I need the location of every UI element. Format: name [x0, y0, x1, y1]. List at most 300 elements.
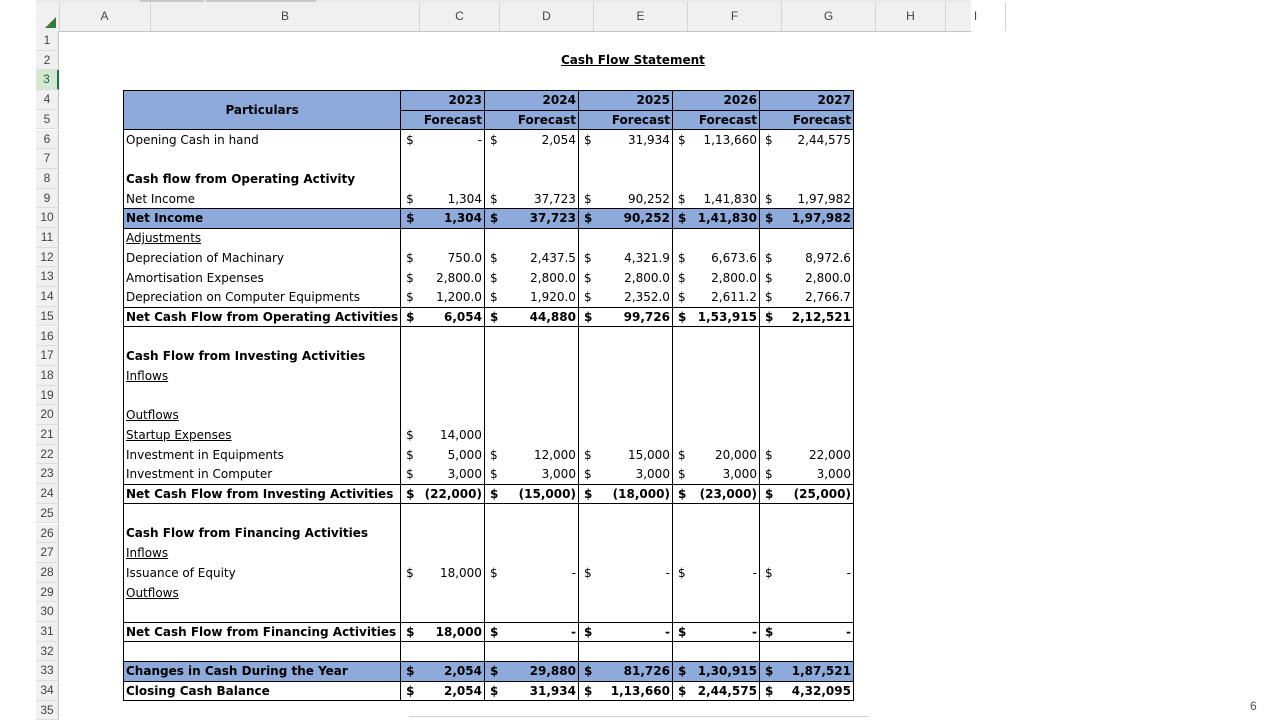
currency-cell: $: [578, 248, 600, 268]
currency-cell: $: [401, 465, 423, 485]
row-header-33[interactable]: 33: [36, 661, 59, 681]
currency-cell: [672, 583, 694, 603]
value-cell: [423, 327, 485, 347]
row-header-26[interactable]: 26: [36, 524, 59, 544]
value-cell: 29,880: [506, 661, 578, 681]
currency-cell: [759, 327, 781, 347]
year-header: 2023: [401, 91, 485, 111]
value-cell: 1,13,660: [600, 681, 672, 701]
currency-cell: [401, 543, 423, 563]
table-row: [124, 642, 854, 662]
currency-cell: [759, 346, 781, 366]
currency-cell: $: [578, 287, 600, 307]
currency-cell: [672, 524, 694, 544]
forecast-header: Forecast: [578, 110, 672, 130]
currency-cell: $: [672, 681, 694, 701]
value-cell: [600, 327, 672, 347]
currency-cell: $: [401, 445, 423, 465]
row-header-13[interactable]: 13: [36, 267, 59, 287]
currency-cell: $: [759, 465, 781, 485]
row-header-30[interactable]: 30: [36, 602, 59, 622]
value-cell: [600, 150, 672, 170]
value-cell: [694, 602, 759, 622]
value-cell: 2,800.0: [781, 268, 853, 288]
row-header-31[interactable]: 31: [36, 622, 59, 642]
currency-cell: [672, 602, 694, 622]
currency-cell: [672, 228, 694, 248]
currency-cell: [672, 504, 694, 524]
currency-cell: [401, 642, 423, 662]
value-cell: [423, 169, 485, 189]
column-header-g[interactable]: G: [782, 2, 876, 31]
currency-cell: [759, 602, 781, 622]
currency-cell: [401, 524, 423, 544]
value-cell: 2,44,575: [781, 130, 853, 150]
currency-cell: $: [578, 622, 600, 642]
value-cell: 2,437.5: [506, 248, 578, 268]
row-label: Inflows: [124, 543, 401, 563]
value-cell: 3,000: [694, 465, 759, 485]
value-cell: [600, 386, 672, 406]
currency-cell: [484, 150, 506, 170]
spreadsheet-grid[interactable]: [36, 0, 978, 720]
value-cell: 1,41,830: [694, 189, 759, 209]
row-header-22[interactable]: 22: [36, 445, 59, 465]
currency-cell: $: [484, 445, 506, 465]
table-row: [124, 228, 854, 248]
value-cell: 2,352.0: [600, 287, 672, 307]
currency-cell: $: [401, 287, 423, 307]
row-header-6[interactable]: 6: [36, 130, 59, 150]
value-cell: 2,766.7: [781, 287, 853, 307]
value-cell: [781, 524, 853, 544]
cash-flow-table: [123, 90, 854, 701]
value-cell: 2,054: [423, 681, 485, 701]
column-header-c[interactable]: C: [420, 2, 500, 31]
currency-cell: $: [578, 661, 600, 681]
value-cell: [694, 543, 759, 563]
currency-cell: [759, 504, 781, 524]
value-cell: [694, 169, 759, 189]
value-cell: 2,054: [423, 661, 485, 681]
currency-cell: $: [401, 130, 423, 150]
currency-cell: [401, 228, 423, 248]
value-cell: 20,000: [694, 445, 759, 465]
value-cell: [423, 504, 485, 524]
row-label: Depreciation of Machinary: [124, 248, 401, 268]
currency-cell: $: [672, 209, 694, 229]
value-cell: [423, 642, 485, 662]
currency-cell: $: [759, 130, 781, 150]
value-cell: 44,880: [506, 307, 578, 327]
row-label: Opening Cash in hand: [124, 130, 401, 150]
row-label: [124, 386, 401, 406]
currency-cell: [578, 169, 600, 189]
table-row: [124, 504, 854, 524]
currency-cell: $: [401, 209, 423, 229]
value-cell: [600, 642, 672, 662]
row-label: Cash Flow from Investing Activities: [124, 346, 401, 366]
currency-cell: [578, 406, 600, 426]
value-cell: [423, 602, 485, 622]
year-header: 2025: [578, 91, 672, 111]
value-cell: [506, 642, 578, 662]
value-cell: [506, 543, 578, 563]
currency-cell: [672, 327, 694, 347]
value-cell: 37,723: [506, 189, 578, 209]
currency-cell: $: [672, 130, 694, 150]
currency-cell: [672, 425, 694, 445]
value-cell: -: [781, 622, 853, 642]
row-label: Closing Cash Balance: [124, 681, 401, 701]
value-cell: [506, 150, 578, 170]
currency-cell: $: [672, 465, 694, 485]
value-cell: [423, 366, 485, 386]
table-row: [124, 209, 854, 229]
row-header-25[interactable]: 25: [36, 504, 59, 524]
value-cell: -: [781, 563, 853, 583]
row-label: Issuance of Equity: [124, 563, 401, 583]
row-header-29[interactable]: 29: [36, 583, 59, 603]
table-row: [124, 445, 854, 465]
row-label: Changes in Cash During the Year: [124, 661, 401, 681]
column-header-h[interactable]: H: [876, 2, 946, 31]
currency-cell: $: [672, 268, 694, 288]
row-label: [124, 602, 401, 622]
table-row: [124, 169, 854, 189]
value-cell: 90,252: [600, 189, 672, 209]
row-header-27[interactable]: 27: [36, 543, 59, 563]
value-cell: 2,800.0: [423, 268, 485, 288]
currency-cell: [401, 583, 423, 603]
table-row: [124, 543, 854, 563]
value-cell: [781, 583, 853, 603]
value-cell: 31,934: [506, 681, 578, 701]
row-header-20[interactable]: 20: [36, 405, 59, 425]
row-header-7[interactable]: 7: [36, 149, 59, 169]
value-cell: [506, 504, 578, 524]
currency-cell: $: [401, 622, 423, 642]
row-header-11[interactable]: 11: [36, 228, 59, 248]
value-cell: [600, 228, 672, 248]
currency-cell: $: [401, 484, 423, 504]
value-cell: [694, 327, 759, 347]
value-cell: (18,000): [600, 484, 672, 504]
currency-cell: [672, 366, 694, 386]
currency-cell: [578, 386, 600, 406]
table-row: [124, 287, 854, 307]
value-cell: [423, 583, 485, 603]
currency-cell: [401, 406, 423, 426]
value-cell: 1,97,982: [781, 189, 853, 209]
year-header: 2024: [484, 91, 578, 111]
select-all-corner[interactable]: [36, 2, 60, 31]
column-header-b[interactable]: B: [151, 2, 420, 31]
currency-cell: $: [401, 307, 423, 327]
row-header-16[interactable]: 16: [36, 327, 59, 347]
value-cell: 1,304: [423, 189, 485, 209]
row-label: Adjustments: [124, 228, 401, 248]
currency-cell: [672, 169, 694, 189]
currency-cell: [484, 327, 506, 347]
currency-cell: [401, 150, 423, 170]
column-header-f[interactable]: F: [688, 2, 782, 31]
value-cell: [781, 406, 853, 426]
currency-cell: $: [578, 307, 600, 327]
value-cell: 99,726: [600, 307, 672, 327]
value-cell: 12,000: [506, 445, 578, 465]
row-header-12[interactable]: 12: [36, 248, 59, 268]
value-cell: [781, 169, 853, 189]
currency-cell: [484, 406, 506, 426]
currency-cell: [401, 169, 423, 189]
currency-cell: $: [484, 130, 506, 150]
column-header-d[interactable]: D: [500, 2, 594, 31]
row-header-18[interactable]: 18: [36, 366, 59, 386]
currency-cell: $: [578, 268, 600, 288]
currency-cell: [578, 543, 600, 563]
value-cell: [423, 228, 485, 248]
value-cell: 1,13,660: [694, 130, 759, 150]
table-row: [124, 681, 854, 701]
row-label: Inflows: [124, 366, 401, 386]
currency-cell: [401, 346, 423, 366]
year-header: 2026: [672, 91, 759, 111]
value-cell: [600, 346, 672, 366]
table-row: [124, 366, 854, 386]
currency-cell: $: [759, 189, 781, 209]
table-row: [124, 524, 854, 544]
currency-cell: $: [672, 563, 694, 583]
row-header-9[interactable]: 9: [36, 189, 59, 209]
currency-cell: [759, 543, 781, 563]
row-label: Startup Expenses: [124, 425, 401, 445]
value-cell: 2,800.0: [694, 268, 759, 288]
currency-cell: [759, 386, 781, 406]
currency-cell: $: [672, 661, 694, 681]
currency-cell: [484, 169, 506, 189]
currency-cell: $: [759, 445, 781, 465]
value-cell: 15,000: [600, 445, 672, 465]
currency-cell: $: [672, 307, 694, 327]
row-header-5[interactable]: 5: [36, 110, 59, 130]
row-header-8[interactable]: 8: [36, 169, 59, 189]
row-header-14[interactable]: 14: [36, 287, 59, 307]
currency-cell: [578, 366, 600, 386]
header-row-years: [124, 91, 854, 111]
currency-cell: $: [672, 622, 694, 642]
value-cell: [506, 228, 578, 248]
value-cell: [694, 346, 759, 366]
value-cell: [694, 386, 759, 406]
value-cell: [781, 386, 853, 406]
row-header-23[interactable]: 23: [36, 464, 59, 484]
currency-cell: [759, 366, 781, 386]
currency-cell: [578, 327, 600, 347]
row-label: Net Cash Flow from Financing Activities: [124, 622, 401, 642]
value-cell: 90,252: [600, 209, 672, 229]
row-header-21[interactable]: 21: [36, 425, 59, 445]
currency-cell: $: [672, 287, 694, 307]
value-cell: 81,726: [600, 661, 672, 681]
value-cell: 14,000: [423, 425, 485, 445]
row-header-34[interactable]: 34: [36, 681, 59, 701]
value-cell: 2,12,521: [781, 307, 853, 327]
value-cell: -: [694, 622, 759, 642]
table-row: [124, 661, 854, 681]
particulars-header: Particulars: [124, 91, 401, 130]
table-row: [124, 583, 854, 603]
currency-cell: [759, 425, 781, 445]
value-cell: [694, 642, 759, 662]
value-cell: 37,723: [506, 209, 578, 229]
value-cell: [506, 425, 578, 445]
value-cell: 4,321.9: [600, 248, 672, 268]
value-cell: [423, 543, 485, 563]
select-all-triangle-icon: [45, 17, 56, 28]
value-cell: [600, 543, 672, 563]
value-cell: 3,000: [781, 465, 853, 485]
value-cell: 4,32,095: [781, 681, 853, 701]
row-header-19[interactable]: 19: [36, 386, 59, 406]
currency-cell: $: [759, 563, 781, 583]
table-row: [124, 150, 854, 170]
value-cell: 18,000: [423, 563, 485, 583]
row-header-17[interactable]: 17: [36, 346, 59, 366]
value-cell: [423, 386, 485, 406]
value-cell: [423, 346, 485, 366]
currency-cell: [484, 524, 506, 544]
currency-cell: $: [759, 681, 781, 701]
value-cell: [694, 150, 759, 170]
currency-cell: $: [672, 248, 694, 268]
currency-cell: [672, 150, 694, 170]
currency-cell: $: [578, 445, 600, 465]
currency-cell: [672, 346, 694, 366]
currency-cell: [484, 425, 506, 445]
row-header-35[interactable]: 35: [36, 701, 59, 721]
table-row: [124, 425, 854, 445]
value-cell: [694, 406, 759, 426]
row-label: [124, 642, 401, 662]
currency-cell: [578, 150, 600, 170]
column-header-e[interactable]: E: [594, 2, 688, 31]
page-number: 6: [1250, 699, 1257, 713]
value-cell: 1,53,915: [694, 307, 759, 327]
value-cell: 3,000: [506, 465, 578, 485]
currency-cell: [672, 406, 694, 426]
currency-cell: [484, 228, 506, 248]
value-cell: [694, 504, 759, 524]
row-header-1[interactable]: 1: [36, 31, 59, 51]
row-header-4[interactable]: 4: [36, 90, 59, 110]
currency-cell: [484, 543, 506, 563]
value-cell: [781, 543, 853, 563]
table-row: [124, 386, 854, 406]
table-row: [124, 130, 854, 150]
value-cell: [694, 524, 759, 544]
currency-cell: [578, 228, 600, 248]
currency-cell: [401, 327, 423, 347]
value-cell: [506, 524, 578, 544]
currency-cell: [484, 346, 506, 366]
currency-cell: $: [759, 661, 781, 681]
currency-cell: $: [484, 484, 506, 504]
value-cell: [600, 425, 672, 445]
row-label: [124, 150, 401, 170]
forecast-header: Forecast: [484, 110, 578, 130]
currency-cell: [484, 386, 506, 406]
value-cell: (15,000): [506, 484, 578, 504]
row-header-15[interactable]: 15: [36, 307, 59, 327]
column-header-a[interactable]: A: [59, 2, 151, 31]
row-header-28[interactable]: 28: [36, 563, 59, 583]
currency-cell: $: [759, 287, 781, 307]
value-cell: [600, 504, 672, 524]
currency-cell: [401, 386, 423, 406]
value-cell: 1,200.0: [423, 287, 485, 307]
value-cell: [600, 583, 672, 603]
currency-cell: [759, 169, 781, 189]
row-label: Amortisation Expenses: [124, 268, 401, 288]
column-header-i[interactable]: I: [946, 2, 1006, 31]
value-cell: 1,304: [423, 209, 485, 229]
value-cell: 1,920.0: [506, 287, 578, 307]
currency-cell: $: [578, 563, 600, 583]
value-cell: [506, 346, 578, 366]
value-cell: -: [506, 622, 578, 642]
value-cell: 6,673.6: [694, 248, 759, 268]
value-cell: [506, 602, 578, 622]
value-cell: (25,000): [781, 484, 853, 504]
currency-cell: [578, 524, 600, 544]
row-header-10[interactable]: 10: [36, 208, 59, 228]
value-cell: 1,97,982: [781, 209, 853, 229]
currency-cell: $: [484, 189, 506, 209]
currency-cell: [578, 642, 600, 662]
row-label: Outflows: [124, 406, 401, 426]
currency-cell: $: [401, 563, 423, 583]
currency-cell: $: [759, 307, 781, 327]
currency-cell: $: [484, 248, 506, 268]
row-header-32[interactable]: 32: [36, 642, 59, 662]
row-header-24[interactable]: 24: [36, 484, 59, 504]
currency-cell: $: [484, 661, 506, 681]
value-cell: 6,054: [423, 307, 485, 327]
currency-cell: [759, 150, 781, 170]
column-headers: [36, 2, 978, 32]
row-header-3[interactable]: 3: [36, 70, 59, 90]
table-row: [124, 484, 854, 504]
currency-cell: $: [759, 248, 781, 268]
currency-cell: [401, 602, 423, 622]
currency-cell: [578, 425, 600, 445]
forecast-header: Forecast: [672, 110, 759, 130]
value-cell: [781, 602, 853, 622]
currency-cell: $: [578, 209, 600, 229]
row-label: Cash Flow from Financing Activities: [124, 524, 401, 544]
row-header-2[interactable]: 2: [36, 51, 59, 71]
value-cell: 2,800.0: [600, 268, 672, 288]
forecast-header: Forecast: [401, 110, 485, 130]
table-row: [124, 248, 854, 268]
currency-cell: $: [672, 445, 694, 465]
currency-cell: $: [484, 307, 506, 327]
currency-cell: $: [672, 484, 694, 504]
row-label: Net Income: [124, 189, 401, 209]
currency-cell: $: [484, 563, 506, 583]
currency-cell: $: [401, 248, 423, 268]
